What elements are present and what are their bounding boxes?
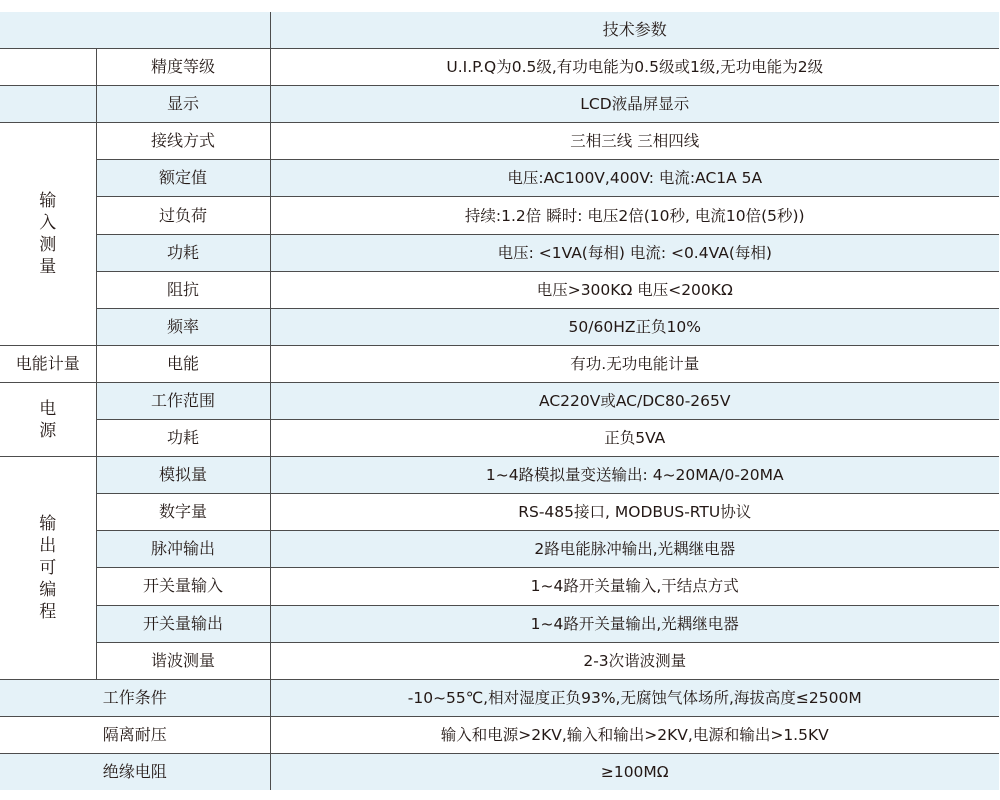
row-value: 2-3次谐波测量 <box>270 642 999 679</box>
row-value: 电压: <1VA(每相) 电流: <0.4VA(每相) <box>270 234 999 271</box>
row-label: 隔离耐压 <box>0 716 270 753</box>
table-row <box>0 679 999 716</box>
row-value: 50/60HZ正负10% <box>270 308 999 345</box>
row-label: 过负荷 <box>96 197 270 234</box>
table-row <box>0 457 999 494</box>
row-label: 模拟量 <box>96 457 270 494</box>
table-row <box>0 123 999 160</box>
row-label: 阻抗 <box>96 271 270 308</box>
group-label-char: 源 <box>39 420 57 441</box>
group-label-char: 可 <box>39 557 57 578</box>
header-title: 技术参数 <box>270 12 999 49</box>
row-value: 输入和电源>2KV,输入和输出>2KV,电源和输出>1.5KV <box>270 716 999 753</box>
table-row <box>0 86 999 123</box>
group-label-char: 电 <box>39 398 57 419</box>
row-value: 三相三线 三相四线 <box>270 123 999 160</box>
group-label-energy: 电能计量 <box>0 345 96 382</box>
group-label-char: 量 <box>39 257 57 278</box>
row-label: 谐波测量 <box>96 642 270 679</box>
row-value: 有功.无功电能计量 <box>270 345 999 382</box>
row-value: -10~55℃,相对湿度正负93%,无腐蚀气体场所,海拔高度≤2500M <box>270 679 999 716</box>
row-value: RS-485接口, MODBUS-RTU协议 <box>270 494 999 531</box>
table-row <box>0 642 999 679</box>
row-label: 脉冲输出 <box>96 531 270 568</box>
row-value: AC220V或AC/DC80-265V <box>270 382 999 419</box>
row-label: 频率 <box>96 308 270 345</box>
table-row <box>0 531 999 568</box>
row-label: 精度等级 <box>96 49 270 86</box>
row-value: U.I.P.Q为0.5级,有功电能为0.5级或1级,无功电能为2级 <box>270 49 999 86</box>
row-label: 额定值 <box>96 160 270 197</box>
row-value: ≥100MΩ <box>270 753 999 790</box>
group-label-char: 出 <box>39 535 57 556</box>
row-label: 显示 <box>96 86 270 123</box>
table-row <box>0 605 999 642</box>
group-label-char: 编 <box>39 579 57 600</box>
row-value: 1~4路开关量输出,光耦继电器 <box>270 605 999 642</box>
row-label: 功耗 <box>96 420 270 457</box>
row-label: 工作条件 <box>0 679 270 716</box>
table-row <box>0 308 999 345</box>
row-label: 接线方式 <box>96 123 270 160</box>
table-row <box>0 568 999 605</box>
spec-table <box>0 12 999 790</box>
row-label: 开关量输出 <box>96 605 270 642</box>
row-value: 1~4路模拟量变送输出: 4~20MA/0-20MA <box>270 457 999 494</box>
row-value: 1~4路开关量输入,干结点方式 <box>270 568 999 605</box>
header-blank-cell <box>0 12 270 49</box>
group-label-char: 程 <box>39 601 57 622</box>
group-blank-cell <box>0 49 96 86</box>
table-row <box>0 234 999 271</box>
row-value: 电压>300KΩ 电压<200KΩ <box>270 271 999 308</box>
row-value: 电压:AC100V,400V: 电流:AC1A 5A <box>270 160 999 197</box>
row-label: 绝缘电阻 <box>0 753 270 790</box>
row-value: LCD液晶屏显示 <box>270 86 999 123</box>
row-label: 开关量输入 <box>96 568 270 605</box>
group-label-power <box>0 382 96 456</box>
group-label-input <box>0 123 96 346</box>
table-row <box>0 160 999 197</box>
table-row <box>0 716 999 753</box>
row-value: 2路电能脉冲输出,光耦继电器 <box>270 531 999 568</box>
table-row <box>0 420 999 457</box>
group-label-char: 输 <box>39 191 57 212</box>
group-label-output <box>0 457 96 680</box>
table-row <box>0 345 999 382</box>
row-label: 电能 <box>96 345 270 382</box>
group-label-char: 测 <box>39 235 57 256</box>
table-row <box>0 753 999 790</box>
table-row <box>0 494 999 531</box>
group-blank-cell <box>0 86 96 123</box>
row-label: 数字量 <box>96 494 270 531</box>
table-row <box>0 197 999 234</box>
table-row <box>0 49 999 86</box>
group-label-char: 入 <box>39 213 57 234</box>
table-row <box>0 271 999 308</box>
group-label-char: 输 <box>39 513 57 534</box>
header-row <box>0 12 999 49</box>
row-value: 正负5VA <box>270 420 999 457</box>
table-row <box>0 382 999 419</box>
row-label: 工作范围 <box>96 382 270 419</box>
row-value: 持续:1.2倍 瞬时: 电压2倍(10秒, 电流10倍(5秒)) <box>270 197 999 234</box>
row-label: 功耗 <box>96 234 270 271</box>
